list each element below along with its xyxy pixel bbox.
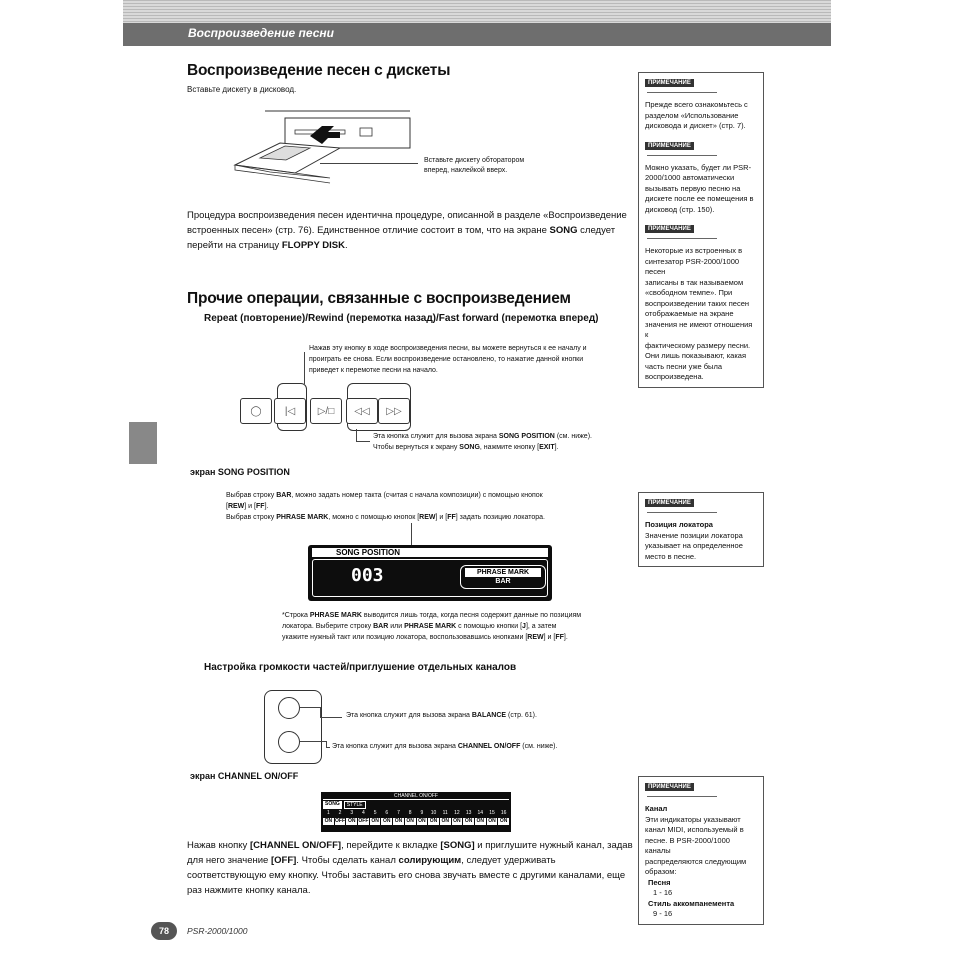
lcd-bar-value: 003 bbox=[351, 565, 384, 586]
rew-ff-callout-line2 bbox=[373, 443, 592, 454]
channel-number: 13 bbox=[465, 810, 472, 816]
channel-leader-a bbox=[300, 741, 326, 742]
text-bold: [CHANNEL ON/OFF] bbox=[249, 840, 342, 851]
floppy-caption-line1: Вставьте дискету обторатором bbox=[424, 157, 525, 164]
text-bold: SONG bbox=[459, 443, 480, 451]
channel-on-off-lcd bbox=[321, 792, 511, 832]
note-2-text bbox=[645, 163, 757, 216]
note-rule bbox=[647, 796, 717, 797]
text-bold: [OFF] bbox=[270, 855, 297, 866]
text: (см. ниже). bbox=[520, 743, 558, 750]
channel-number: 5 bbox=[373, 810, 377, 816]
text-bold: [SONG] bbox=[440, 840, 475, 851]
note-item-value: 1 - 16 bbox=[653, 888, 673, 897]
text: и приглушите нужный канал, задав bbox=[474, 840, 633, 851]
note-box-3 bbox=[638, 776, 764, 925]
section3-subtitle: Настройка громкости частей/приглушение отдельных каналов bbox=[204, 662, 517, 673]
channel-state[interactable]: ON bbox=[453, 818, 461, 824]
text: ] и [ bbox=[543, 634, 556, 641]
channel-tab-song[interactable]: SONG bbox=[325, 801, 340, 807]
text: Эти индикаторы указывают bbox=[645, 814, 741, 824]
text: ]. bbox=[264, 503, 269, 510]
channel-lcd-tabs bbox=[323, 801, 509, 809]
text: Они лишь показывают, какая bbox=[645, 351, 747, 360]
footnote-line1 bbox=[282, 610, 581, 621]
text: воспроизведении таких песен bbox=[645, 298, 750, 308]
section1-paragraph bbox=[187, 208, 632, 253]
song-position-desc-line3 bbox=[226, 512, 545, 523]
text: отображаемые на экране bbox=[645, 309, 734, 318]
text-bold: SONG POSITION bbox=[498, 433, 555, 440]
text: ]. bbox=[554, 443, 559, 451]
floppy-leader bbox=[320, 163, 418, 164]
text: или bbox=[388, 623, 405, 630]
text-bold: REW bbox=[527, 634, 544, 641]
section3-para-line2 bbox=[187, 853, 637, 868]
text: укажите нужный такт или позицию локатора, воспользовавшись кнопками [ bbox=[282, 634, 528, 641]
text: для него значение bbox=[187, 855, 271, 866]
channel-number: 6 bbox=[385, 810, 389, 816]
balance-button[interactable] bbox=[278, 697, 300, 719]
text: место в песне. bbox=[645, 551, 697, 561]
channel-state[interactable]: ON bbox=[499, 818, 508, 824]
footer-model: PSR-2000/1000 bbox=[187, 926, 248, 936]
channel-leader-c bbox=[326, 747, 330, 748]
text-bold: PHRASE MARK bbox=[309, 612, 362, 619]
text: указывает на определенное bbox=[645, 541, 743, 550]
note-box-1 bbox=[638, 72, 764, 388]
text-bold: BAR bbox=[276, 492, 292, 499]
note-heading: Канал bbox=[645, 804, 668, 813]
song-position-footnote bbox=[282, 610, 581, 643]
text: Прежде всего ознакомьтесь с bbox=[645, 100, 748, 109]
page-number: 78 bbox=[151, 922, 177, 940]
text-bold: FF bbox=[256, 503, 265, 510]
text: (стр. 61). bbox=[506, 712, 537, 719]
channel-number: 15 bbox=[489, 810, 495, 816]
text: [ bbox=[226, 503, 228, 510]
note-2 bbox=[645, 140, 757, 216]
channel-state[interactable]: ON bbox=[394, 818, 403, 824]
text: канал MIDI, используемый в bbox=[645, 825, 744, 834]
text: (см. ниже). bbox=[554, 433, 592, 440]
channel-state[interactable]: ON bbox=[383, 818, 391, 824]
text: значения не имеют отношения к bbox=[645, 319, 753, 339]
channel-state[interactable]: ON bbox=[464, 818, 473, 824]
song-position-desc bbox=[226, 490, 545, 523]
channel-state[interactable]: ON bbox=[476, 818, 485, 824]
text: записаны в так называемом bbox=[645, 277, 744, 287]
text: Эта кнопка служит для вызова экрана bbox=[373, 433, 499, 440]
text-bold: REW bbox=[227, 503, 245, 510]
section1-para-line3 bbox=[187, 238, 632, 253]
section2-subtitle: Repeat (повторение)/Rewind (перемотка назад)/Fast forward (перемотка вперед) bbox=[204, 313, 599, 324]
text: часть песни уже была bbox=[645, 361, 722, 371]
text: 2000/1000 автоматически bbox=[645, 173, 735, 182]
text: , можно задать номер такта (считая с начала композиции) с помощью кнопок bbox=[291, 492, 543, 499]
note-item-value: 9 - 16 bbox=[653, 909, 673, 918]
channel-state[interactable]: ON bbox=[488, 818, 496, 824]
channel-number: 10 bbox=[430, 810, 437, 816]
note-heading: Позиция локатора bbox=[645, 520, 713, 529]
note-3 bbox=[645, 223, 757, 383]
song-position-label: экран SONG POSITION bbox=[190, 467, 290, 477]
text: *Строка bbox=[282, 612, 310, 619]
text: , нажмите кнопку [ bbox=[479, 443, 540, 451]
play-stop-button[interactable]: ▷/□ bbox=[310, 398, 342, 424]
text-bold: BALANCE bbox=[471, 712, 507, 719]
text: дискете после ее помещения в bbox=[645, 194, 754, 203]
ff-leader-v bbox=[356, 429, 357, 441]
text: ] задать позицию локатора. bbox=[455, 514, 545, 521]
text: Чтобы вернуться к экрану bbox=[373, 443, 460, 451]
section1-instruction: Вставьте дискету в дисковод. bbox=[187, 85, 297, 94]
text: перейти на страницу bbox=[187, 240, 282, 251]
text: Некоторые из встроенных в bbox=[645, 246, 743, 255]
channel-state[interactable]: ON bbox=[371, 818, 379, 824]
text: воспроизведена. bbox=[645, 372, 704, 381]
note-tag: ПРИМЕЧАНИЕ bbox=[645, 225, 694, 233]
channel-on-off-button[interactable] bbox=[278, 731, 300, 753]
floppy-caption-line2: вперед, наклейкой вверх. bbox=[424, 167, 508, 174]
rew-ff-callout-line1 bbox=[373, 432, 592, 443]
footnote-line2 bbox=[282, 621, 581, 632]
note-rule bbox=[647, 92, 717, 93]
channel-state[interactable]: ON bbox=[418, 818, 426, 824]
text: ]. bbox=[563, 634, 568, 641]
text: ] и [ bbox=[435, 514, 448, 521]
note-item-label: Песня bbox=[648, 877, 671, 887]
rewind-callout-line1: Нажав эту кнопку в ходе воспроизведения песни, вы можете вернуться к ее началу и bbox=[309, 345, 587, 352]
text: с помощью кнопки [ bbox=[456, 623, 523, 630]
channel-number: 9 bbox=[420, 810, 424, 816]
section1-para-line1: Процедура воспроизведения песен идентична процедуре, описанной в разделе «Воспроизведение bbox=[187, 210, 627, 221]
channel-number: 1 bbox=[326, 810, 330, 816]
lcd-phrase-mark-tag[interactable]: PHRASE MARK bbox=[465, 568, 541, 577]
text: песне. В PSR-2000/1000 каналы bbox=[645, 835, 730, 855]
section1-para-line2 bbox=[187, 223, 632, 238]
chapter-tab bbox=[129, 422, 157, 464]
balance-leader-b bbox=[320, 707, 321, 717]
text: встроенных песен» (стр. 76). Единственное отличие состоит в том, что на экране bbox=[187, 225, 547, 236]
text-bold: BAR bbox=[373, 623, 389, 630]
channel-number: 14 bbox=[477, 810, 484, 816]
lcd-title: SONG POSITION bbox=[336, 548, 401, 557]
song-position-desc-line2 bbox=[226, 501, 545, 512]
note-box-2 bbox=[638, 492, 764, 567]
ff-leader-h bbox=[356, 441, 370, 442]
channel-lcd-title: CHANNEL ON/OFF bbox=[323, 793, 509, 800]
footnote-line3 bbox=[282, 632, 581, 643]
text-bold: FF bbox=[447, 514, 456, 521]
text: . Чтобы сделать канал bbox=[296, 855, 399, 866]
lcd-bar-tag[interactable]: BAR bbox=[495, 578, 511, 585]
text: , следует удерживать bbox=[461, 855, 556, 866]
note-rule bbox=[647, 512, 717, 513]
channel-state[interactable]: OFF bbox=[358, 818, 369, 824]
text: распределяются следующим bbox=[645, 856, 747, 866]
rewind-callout-line2: проиграть ее снова. Если воспроизведение остановлено, то нажатие данной кнопки bbox=[309, 356, 584, 363]
note-item-label: Стиль аккомпанемента bbox=[648, 898, 735, 908]
channel-number: 16 bbox=[500, 810, 507, 816]
section1-title: Воспроизведение песен с дискеты bbox=[187, 62, 451, 79]
channel-state[interactable]: ON bbox=[406, 818, 414, 824]
rewind-leader bbox=[304, 352, 305, 384]
channel-number: 11 bbox=[442, 810, 448, 816]
rewind-callout-line3: приведет к перемотке песни на начало. bbox=[309, 367, 438, 374]
floppy-drive-illustration bbox=[230, 108, 420, 188]
text: Выбрав строку bbox=[226, 514, 277, 521]
rewind-button[interactable]: ◁◁ bbox=[346, 398, 378, 424]
section3-para-line4: раз нажмите кнопку канала. bbox=[187, 885, 311, 896]
text: Выбрав строку bbox=[226, 492, 277, 499]
top-button[interactable]: |◁ bbox=[274, 398, 306, 424]
floppy-caption bbox=[424, 156, 524, 176]
note-1-text bbox=[645, 100, 757, 132]
text: вызывать первую песню на bbox=[645, 183, 741, 193]
text: , перейдите к вкладке bbox=[341, 840, 441, 851]
channel-number: 2 bbox=[338, 810, 342, 816]
text: Эта кнопка служит для вызова экрана bbox=[346, 712, 472, 719]
text-bold: CHANNEL ON/OFF bbox=[457, 743, 521, 750]
text: Значение позиции локатора bbox=[645, 530, 743, 540]
channel-state[interactable]: OFF bbox=[335, 818, 346, 824]
text-bold: FF bbox=[555, 634, 564, 641]
note-tag: ПРИМЕЧАНИЕ bbox=[645, 142, 694, 150]
text-bold: SONG bbox=[549, 225, 578, 236]
text: следует bbox=[577, 225, 616, 236]
channel-grid bbox=[323, 810, 509, 825]
text: . bbox=[345, 240, 348, 251]
channel-tab-style[interactable]: STYLE bbox=[344, 801, 366, 809]
channel-number: 4 bbox=[362, 810, 365, 816]
text: разделом «Использование bbox=[645, 110, 739, 120]
balance-callout bbox=[346, 712, 537, 719]
note-box-2-text bbox=[645, 520, 757, 562]
section2-title: Прочие операции, связанные с воспроизведением bbox=[187, 290, 571, 307]
text-bold: PHRASE MARK bbox=[404, 623, 457, 630]
text-bold: FLOPPY DISK bbox=[281, 240, 345, 251]
channel-callout bbox=[332, 743, 557, 750]
song-position-lcd bbox=[308, 545, 552, 601]
note-3-text bbox=[645, 246, 757, 383]
channel-number: 3 bbox=[350, 810, 354, 816]
lcd-tag-frame bbox=[460, 565, 546, 589]
repeat-button[interactable]: ◯ bbox=[240, 398, 272, 424]
channel-state[interactable]: ON bbox=[324, 818, 333, 824]
channel-state[interactable]: ON bbox=[429, 818, 438, 824]
text-bold: EXIT bbox=[539, 443, 555, 451]
text: Эта кнопка служит для вызова экрана bbox=[332, 743, 458, 750]
song-position-desc-line1 bbox=[226, 490, 545, 501]
note-tag: ПРИМЕЧАНИЕ bbox=[645, 783, 694, 791]
text: «свободном темпе». При bbox=[645, 288, 733, 297]
channel-number: 8 bbox=[408, 810, 412, 816]
note-rule bbox=[647, 238, 717, 239]
rew-ff-callout bbox=[373, 432, 592, 453]
channel-state[interactable]: ON bbox=[347, 818, 356, 824]
channel-number: 12 bbox=[454, 810, 460, 816]
fast-forward-button[interactable]: ▷▷ bbox=[378, 398, 410, 424]
text: Можно указать, будет ли PSR- bbox=[645, 162, 752, 172]
text: синтезатор PSR-2000/1000 песен bbox=[645, 256, 740, 276]
channel-number: 7 bbox=[397, 810, 400, 816]
balance-leader-c bbox=[320, 717, 342, 718]
text-bold: J bbox=[522, 623, 526, 630]
note-box-3-text bbox=[645, 804, 757, 920]
text: ], а затем bbox=[525, 623, 557, 630]
note-tag: ПРИМЕЧАНИЕ bbox=[645, 79, 694, 87]
channel-state[interactable]: ON bbox=[441, 818, 449, 824]
header-title: Воспроизведение песни bbox=[188, 26, 334, 40]
channel-on-off-label: экран CHANNEL ON/OFF bbox=[190, 771, 299, 781]
text-bold: REW bbox=[419, 514, 436, 521]
text-bold: PHRASE MARK bbox=[276, 514, 329, 521]
text: дисковода и дискет» (стр. 7). bbox=[645, 121, 746, 130]
note-tag: ПРИМЕЧАНИЕ bbox=[645, 499, 694, 507]
text: выводится лишь тогда, когда песня содержит данные по позициям bbox=[361, 612, 582, 619]
section3-para-line1 bbox=[187, 838, 637, 853]
text: , можно с помощью кнопок [ bbox=[328, 514, 420, 521]
text: образом: bbox=[645, 867, 677, 876]
text: ] и [ bbox=[244, 503, 256, 510]
section3-paragraph bbox=[187, 838, 637, 898]
text: локатора. Выберите строку bbox=[282, 623, 374, 630]
rewind-callout bbox=[309, 343, 587, 376]
section3-para-line3: соответствующую ему кнопку. Чтобы заставить его снова звучать вместе с другими каналами, еще bbox=[187, 870, 626, 881]
note-rule bbox=[647, 155, 717, 156]
text: Нажав кнопку bbox=[187, 840, 250, 851]
text: фактическому размеру песни. bbox=[645, 340, 751, 350]
text-bold: солирующим bbox=[398, 855, 462, 866]
text: дисковод (стр. 150). bbox=[645, 204, 715, 214]
note-1 bbox=[645, 77, 757, 132]
balance-leader-a bbox=[300, 707, 320, 708]
